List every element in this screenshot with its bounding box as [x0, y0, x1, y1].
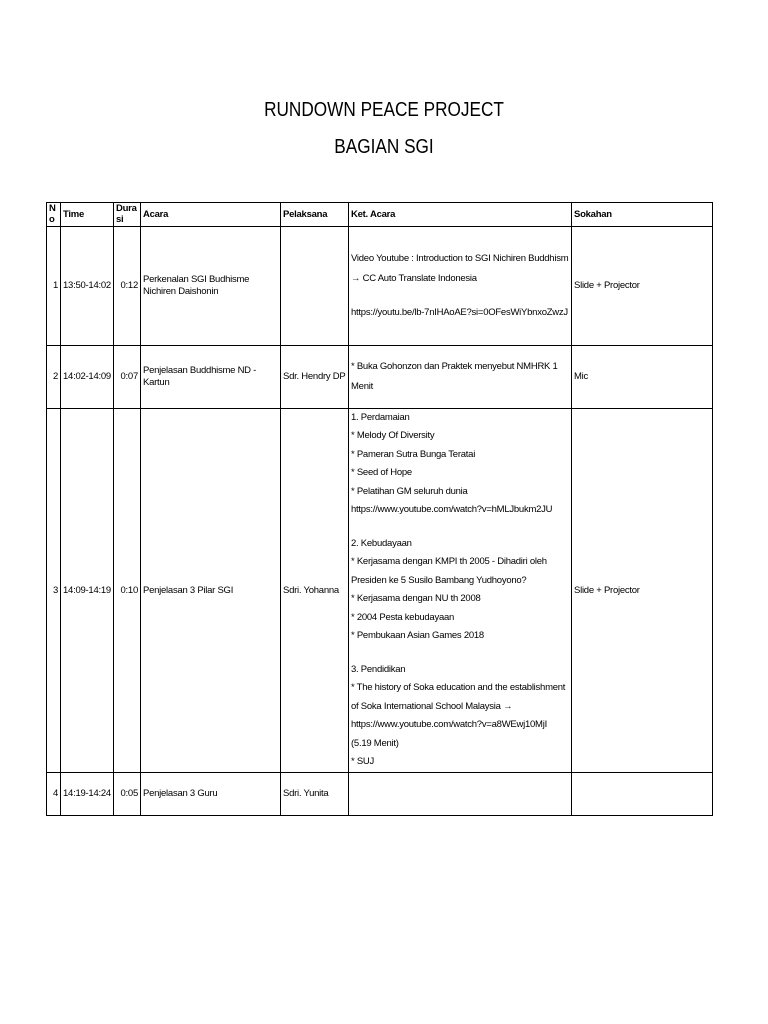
- ket-acara-line: * Melody Of Diversity: [351, 430, 435, 442]
- cell-pelaksana: Sdri. Yohanna: [281, 408, 349, 772]
- cell-sokahan: Slide + Projector: [572, 226, 713, 345]
- header-sokahan: Sokahan: [572, 203, 713, 227]
- table-row: [47, 772, 713, 815]
- ket-acara-line: 3. Pendidikan: [351, 663, 406, 675]
- ket-acara-line: * SUJ: [351, 756, 375, 768]
- cell-durasi: 0:05: [114, 772, 141, 815]
- table-row: [47, 226, 713, 345]
- ket-acara-line: * The history of Soka education and the establishment of Soka International School Malaysia →: [351, 682, 566, 712]
- ket-acara-line: 2. Kebudayaan: [351, 537, 412, 549]
- header-ket-acara: Ket. Acara: [349, 203, 572, 227]
- document-subtitle: BAGIAN SGI: [334, 136, 434, 158]
- cell-acara: Penjelasan Buddhisme ND - Kartun: [141, 345, 281, 408]
- cell-no: 4: [47, 772, 61, 815]
- table-header-row: [47, 203, 713, 227]
- ket-acara-line: * Buka Gohonzon dan Praktek menyebut NMHRK 1 Menit: [351, 361, 558, 392]
- cell-time: 14:19-14:24: [61, 772, 114, 815]
- cell-ket-acara: [349, 772, 572, 815]
- cell-durasi: 0:12: [114, 226, 141, 345]
- cell-time: 13:50-14:02: [61, 226, 114, 345]
- cell-pelaksana: [281, 226, 349, 345]
- table-row: [47, 345, 713, 408]
- ket-acara-line: https://www.youtube.com/watch?v=a8WEwj10MjI (5.19 Menit): [351, 719, 547, 749]
- cell-durasi: 0:07: [114, 345, 141, 408]
- header-pelaksana: Pelaksana: [281, 203, 349, 227]
- cell-pelaksana: Sdri. Yunita: [281, 772, 349, 815]
- cell-sokahan: Slide + Projector: [572, 408, 713, 772]
- cell-acara: Penjelasan 3 Pilar SGI: [141, 408, 281, 772]
- ket-acara-line: * 2004 Pesta kebudayaan: [351, 611, 455, 623]
- cell-sokahan: [572, 772, 713, 815]
- cell-time: 14:02-14:09: [61, 345, 114, 408]
- ket-acara-line: * Seed of Hope: [351, 467, 412, 479]
- cell-pelaksana: Sdr. Hendry DP: [281, 345, 349, 408]
- cell-ket-acara: [349, 408, 572, 772]
- ket-acara-line: * Pameran Sutra Bunga Teratai: [351, 448, 476, 460]
- cell-no: 3: [47, 408, 61, 772]
- ket-acara-line: https://youtu.be/lb-7nIHAoAE?si=0OFesWiYbnxoZwzJ: [351, 307, 568, 319]
- ket-acara-line: https://www.youtube.com/watch?v=hMLJbukm2JU: [351, 504, 553, 516]
- cell-no: 2: [47, 345, 61, 408]
- cell-acara: Penjelasan 3 Guru: [141, 772, 281, 815]
- rundown-table: [46, 202, 713, 816]
- ket-acara-line: [351, 288, 569, 303]
- ket-acara-line: * Kerjasama dengan NU th 2008: [351, 593, 481, 605]
- cell-ket-acara: [349, 345, 572, 408]
- ket-acara-line: [351, 520, 569, 535]
- cell-time: 14:09-14:19: [61, 408, 114, 772]
- cell-sokahan: Mic: [572, 345, 713, 408]
- document-title: RUNDOWN PEACE PROJECT: [264, 99, 504, 121]
- header-durasi: Durasi: [114, 203, 141, 227]
- table-row: [47, 408, 713, 772]
- ket-acara-line: Video Youtube : Introduction to SGI Nichiren Buddhism → CC Auto Translate Indonesia: [351, 253, 569, 284]
- ket-acara-line: * Pembukaan Asian Games 2018: [351, 630, 484, 642]
- cell-durasi: 0:10: [114, 408, 141, 772]
- header-acara: Acara: [141, 203, 281, 227]
- ket-acara-line: [351, 646, 569, 661]
- cell-acara: Perkenalan SGI Budhisme Nichiren Daishonin: [141, 226, 281, 345]
- ket-acara-line: * Pelatihan GM seluruh dunia: [351, 485, 468, 497]
- ket-acara-line: 1. Perdamaian: [351, 411, 410, 423]
- cell-ket-acara: [349, 226, 572, 345]
- ket-acara-line: * Kerjasama dengan KMPI th 2005 - Dihadiri oleh Presiden ke 5 Susilo Bambang Yudhoyono?: [351, 556, 547, 586]
- header-no: No: [47, 203, 61, 227]
- cell-no: 1: [47, 226, 61, 345]
- header-time: Time: [61, 203, 114, 227]
